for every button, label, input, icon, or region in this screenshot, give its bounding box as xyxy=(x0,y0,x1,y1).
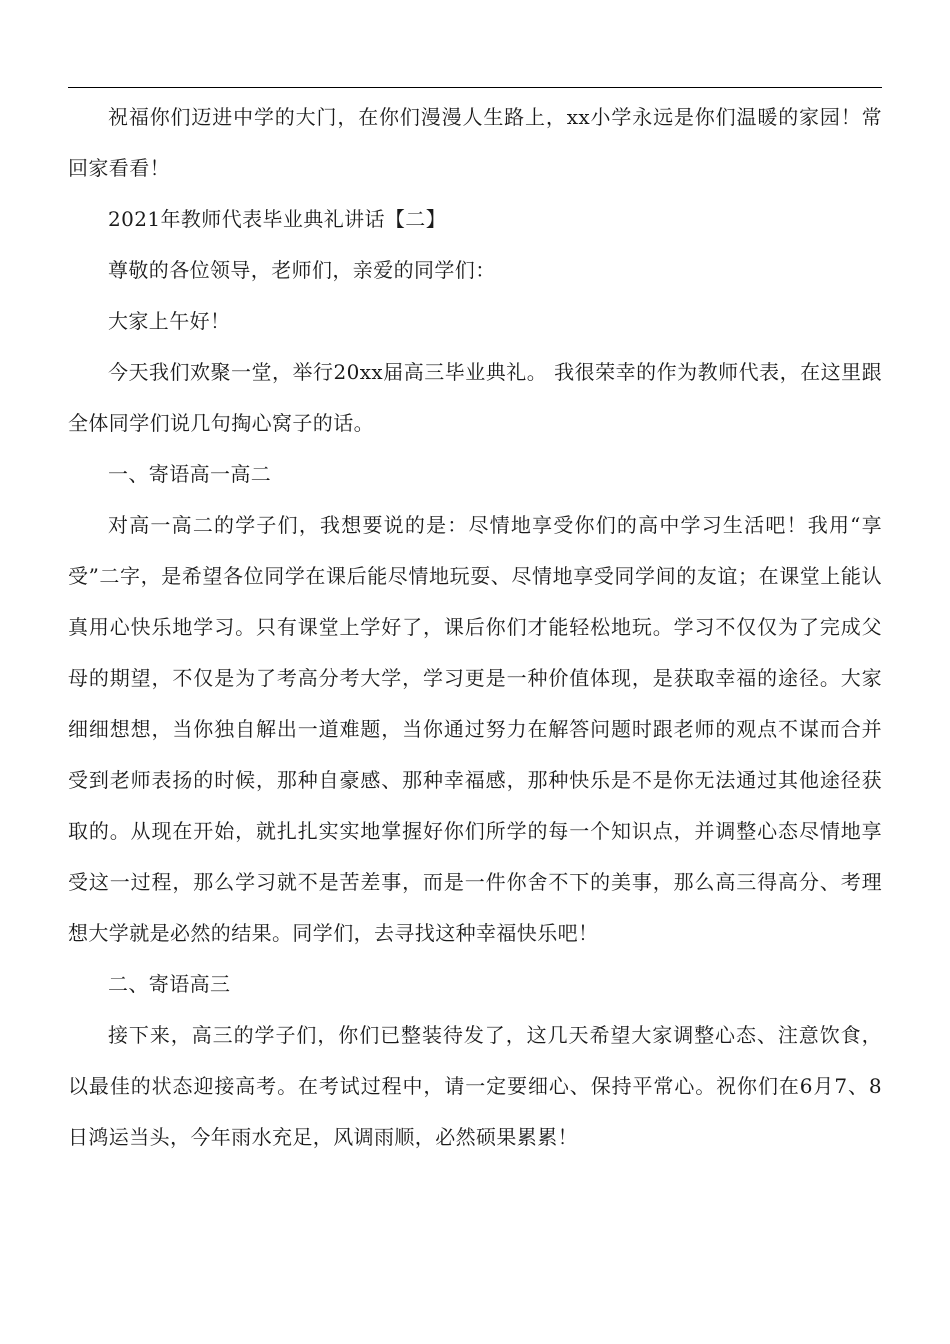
section-heading-2: 二、寄语高三 xyxy=(108,972,231,996)
paragraph-intro: 今天我们欢聚一堂，举行20xx届高三毕业典礼。 我很荣幸的作为教师代表，在这里跟全体同学们说几句掏心窝子的话。 xyxy=(68,360,882,435)
salutation: 尊敬的各位领导，老师们，亲爱的同学们： xyxy=(108,258,496,282)
document-body xyxy=(68,92,882,1163)
speech-title: 2021年教师代表毕业典礼讲话【二】 xyxy=(108,207,447,231)
paragraph-section-2: 接下来，高三的学子们，你们已整装待发了，这几天希望大家调整心态、注意饮食，以最佳的状态迎接高考。在考试过程中，请一定要细心、保持平常心。祝你们在6月7、8日鸿运当头，今年雨水充足，风调雨顺，必然硕果累累！ xyxy=(68,1023,882,1149)
paragraph-section-1: 对高一高二的学子们，我想要说的是：尽情地享受你们的高中学习生活吧！我用“享受”二字，是希望各位同学在课后能尽情地玩耍、尽情地享受同学间的友谊；在课堂上能认真用心快乐地学习。只有课堂上学好了，课后你们才能轻松地玩。学习不仅仅为了完成父母的期望，不仅是为了考高分考大学，学习更是一种价值体现，是获取幸福的途径。大家细细想想，当你独自解出一道难题，当你通过努力在解答问题时跟老师的观点不谋而合并受到老师表扬的时候，那种自豪感、那种幸福感，那种快乐是不是你无法通过其他途径获取的。从现在开始，就扎扎实实地掌握好你们所学的每一个知识点，并调整心态尽情地享受这一过程，那么学习就不是苦差事，而是一件你舍不下的美事，那么高三得高分、考理想大学就是必然的结果。同学们，去寻找这种幸福快乐吧！ xyxy=(68,513,882,945)
paragraph-blessing: 祝福你们迈进中学的大门，在你们漫漫人生路上，xx小学永远是你们温暖的家园！常回家看看！ xyxy=(68,105,882,180)
section-heading-1: 一、寄语高一高二 xyxy=(108,462,272,486)
greeting: 大家上午好！ xyxy=(108,309,231,333)
header-rule xyxy=(68,87,882,88)
